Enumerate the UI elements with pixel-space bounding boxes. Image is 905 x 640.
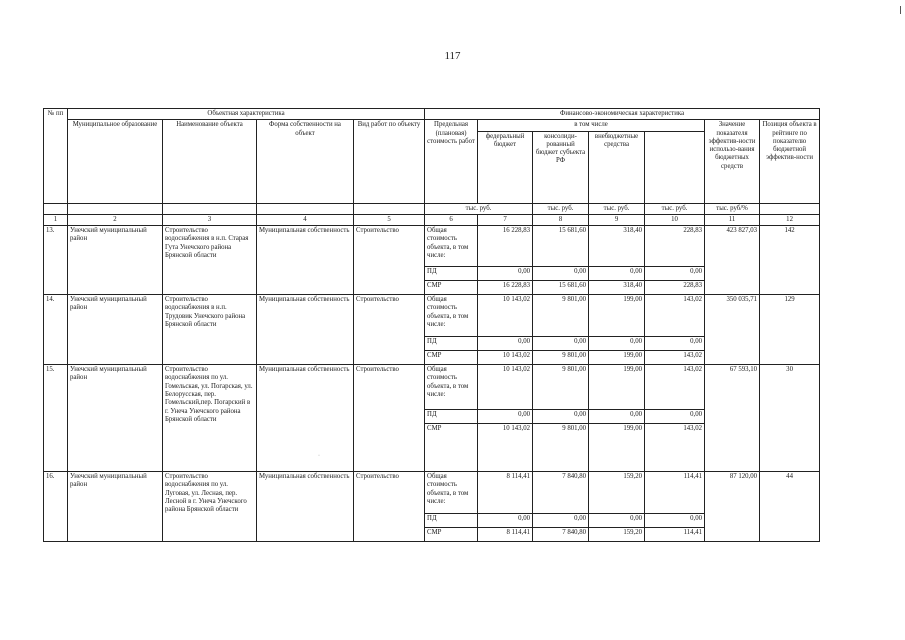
line-label: ПД <box>425 410 478 424</box>
header-num: № пп <box>44 109 68 204</box>
value-consolidated: 199,00 <box>589 365 645 410</box>
header-municipal: Муниципальное образование <box>68 120 163 203</box>
header-object-group: Объектная характеристика <box>68 109 425 120</box>
header-consolidated: консолиди-рованный бюджет субъекта РФ <box>533 131 589 203</box>
row-number: 15. <box>44 365 68 472</box>
value-federal: 9 801,00 <box>533 351 589 365</box>
value-offbudget: 143,02 <box>645 424 705 472</box>
value-consolidated: 318,40 <box>589 281 645 295</box>
value-offbudget: 0,00 <box>645 410 705 424</box>
col-number: 8 <box>533 214 589 225</box>
header-including: в том числе <box>478 120 705 131</box>
unit-cost: тыс. руб. <box>425 203 533 214</box>
value-offbudget: 228,83 <box>645 281 705 295</box>
row-municipal: Унечский муниципальный район <box>68 295 163 365</box>
line-label: ПД <box>425 267 478 281</box>
line-label: Общая стоимость объекта, в том числе: <box>425 295 478 337</box>
value-cost: 0,00 <box>478 337 533 351</box>
value-federal: 0,00 <box>533 514 589 528</box>
row-object-name: Строительство водоснабжения в н.п. Трудовик Унечского района Брянской области <box>163 295 257 365</box>
line-label: СМР <box>425 351 478 365</box>
value-cost: 10 143,02 <box>478 351 533 365</box>
scan-edge-mark <box>900 6 901 14</box>
header-position: Позиция объекта в рейтинге по показателю бюджетной эффектив-ности <box>760 120 820 203</box>
value-cost: 10 143,02 <box>478 424 533 472</box>
unit-indicator: тыс. руб/% <box>705 203 760 214</box>
row-municipal: Унечский муниципальный район <box>68 226 163 295</box>
value-offbudget: 0,00 <box>645 267 705 281</box>
unit-federal: тыс. руб. <box>533 203 589 214</box>
value-cost: 0,00 <box>478 410 533 424</box>
value-cost: 8 114,41 <box>478 472 533 514</box>
value-consolidated: 0,00 <box>589 410 645 424</box>
col-number: 9 <box>589 214 645 225</box>
value-offbudget: 143,02 <box>645 295 705 337</box>
unit-offbudget: тыс. руб. <box>645 203 705 214</box>
value-federal: 9 801,00 <box>533 365 589 410</box>
value-consolidated: 159,20 <box>589 528 645 542</box>
value-offbudget: 143,02 <box>645 365 705 410</box>
row-municipal: Унечский муниципальный район <box>68 365 163 472</box>
table-row <box>44 226 820 267</box>
value-federal: 0,00 <box>533 267 589 281</box>
value-consolidated: 0,00 <box>589 267 645 281</box>
value-cost: 16 228,83 <box>478 226 533 267</box>
header-work-type: Вид работ по объекту <box>354 120 425 203</box>
row-position: 142 <box>760 226 820 295</box>
line-label: ПД <box>425 514 478 528</box>
row-number: 16. <box>44 472 68 542</box>
line-label: СМР <box>425 528 478 542</box>
row-indicator: 423 827,03 <box>705 226 760 295</box>
header-indicator: Значение показателя эффектив-ности использо-вания бюджетных средств <box>705 120 760 203</box>
row-position: 129 <box>760 295 820 365</box>
table-row <box>44 472 820 514</box>
row-number: 14. <box>44 295 68 365</box>
line-label: СМР <box>425 424 478 472</box>
scan-speck: · <box>318 453 320 459</box>
row-ownership: Муниципальная собственность <box>257 295 354 365</box>
value-cost: 8 114,41 <box>478 528 533 542</box>
value-consolidated: 199,00 <box>589 295 645 337</box>
value-consolidated: 0,00 <box>589 337 645 351</box>
value-federal: 15 681,60 <box>533 226 589 267</box>
value-offbudget: 0,00 <box>645 337 705 351</box>
row-indicator: 350 035,71 <box>705 295 760 365</box>
header-offbudget: внебюджетные средства <box>589 131 645 203</box>
value-offbudget: 143,02 <box>645 351 705 365</box>
row-object-name: Строительство водоснабжения по ул. Луговая, ул. Лесная, пер. Лесной в г. Унеча Унечского района Брянской области <box>163 472 257 542</box>
row-indicator: 67 593,10 <box>705 365 760 472</box>
value-consolidated: 199,00 <box>589 351 645 365</box>
row-object-name: Строительство водоснабжения в н.п. Старая Гута Унечского района Брянской области <box>163 226 257 295</box>
row-position: 44 <box>760 472 820 542</box>
line-label: ПД <box>425 337 478 351</box>
col-number: 11 <box>705 214 760 225</box>
line-label: СМР <box>425 281 478 295</box>
header-ownership: Форма собственности на объект <box>257 120 354 203</box>
header-max-cost: Предельная (плановая) стоимость работ <box>425 120 478 203</box>
unit-consolidated: тыс. руб. <box>589 203 645 214</box>
col-number: 3 <box>163 214 257 225</box>
header-finance-group: Финансово-экономическая характеристика <box>425 109 820 120</box>
value-federal: 0,00 <box>533 410 589 424</box>
table-row <box>44 365 820 410</box>
col-number: 6 <box>425 214 478 225</box>
row-ownership: Муниципальная собственность <box>257 365 354 472</box>
value-federal: 9 801,00 <box>533 424 589 472</box>
value-cost: 10 143,02 <box>478 365 533 410</box>
value-federal: 7 840,80 <box>533 472 589 514</box>
value-consolidated: 199,00 <box>589 424 645 472</box>
column-numbers-row <box>44 214 820 225</box>
row-municipal: Унечский муниципальный район <box>68 472 163 542</box>
row-ownership: Муниципальная собственность <box>257 226 354 295</box>
line-label: Общая стоимость объекта, в том числе: <box>425 472 478 514</box>
value-cost: 16 228,83 <box>478 281 533 295</box>
value-consolidated: 159,20 <box>589 472 645 514</box>
col-number: 5 <box>354 214 425 225</box>
row-work-type: Строительство <box>354 472 425 542</box>
row-number: 13. <box>44 226 68 295</box>
row-work-type: Строительство <box>354 226 425 295</box>
value-cost: 10 143,02 <box>478 295 533 337</box>
col-number: 1 <box>44 214 68 225</box>
line-label: Общая стоимость объекта, в том числе: <box>425 226 478 267</box>
row-object-name: Строительство водоснабжения по ул. Гомельская, ул. Погарская, ул. Белорусская, пер. Гомельский,пер. Погарский в г. Унеча Унечского района Брянской области <box>163 365 257 472</box>
header-object-name: Наименование объекта <box>163 120 257 203</box>
line-label: Общая стоимость объекта, в том числе: <box>425 365 478 410</box>
header-federal: федеральный бюджет <box>478 131 533 203</box>
col-number: 10 <box>645 214 705 225</box>
value-cost: 0,00 <box>478 514 533 528</box>
value-federal: 15 681,60 <box>533 281 589 295</box>
value-cost: 0,00 <box>478 267 533 281</box>
value-federal: 7 840,80 <box>533 528 589 542</box>
value-offbudget: 228,83 <box>645 226 705 267</box>
value-federal: 9 801,00 <box>533 295 589 337</box>
row-indicator: 87 120,00 <box>705 472 760 542</box>
row-position: 30 <box>760 365 820 472</box>
col-number: 7 <box>478 214 533 225</box>
col-number: 2 <box>68 214 163 225</box>
value-federal: 0,00 <box>533 337 589 351</box>
value-consolidated: 0,00 <box>589 514 645 528</box>
row-work-type: Строительство <box>354 365 425 472</box>
col-number: 4 <box>257 214 354 225</box>
value-offbudget: 0,00 <box>645 514 705 528</box>
value-offbudget: 114,41 <box>645 472 705 514</box>
table-row <box>44 295 820 337</box>
row-work-type: Строительство <box>354 295 425 365</box>
col-number: 12 <box>760 214 820 225</box>
value-consolidated: 318,40 <box>589 226 645 267</box>
financial-table <box>43 108 820 542</box>
row-ownership: Муниципальная собственность <box>257 472 354 542</box>
page-number: 117 <box>444 50 461 62</box>
value-offbudget: 114,41 <box>645 528 705 542</box>
